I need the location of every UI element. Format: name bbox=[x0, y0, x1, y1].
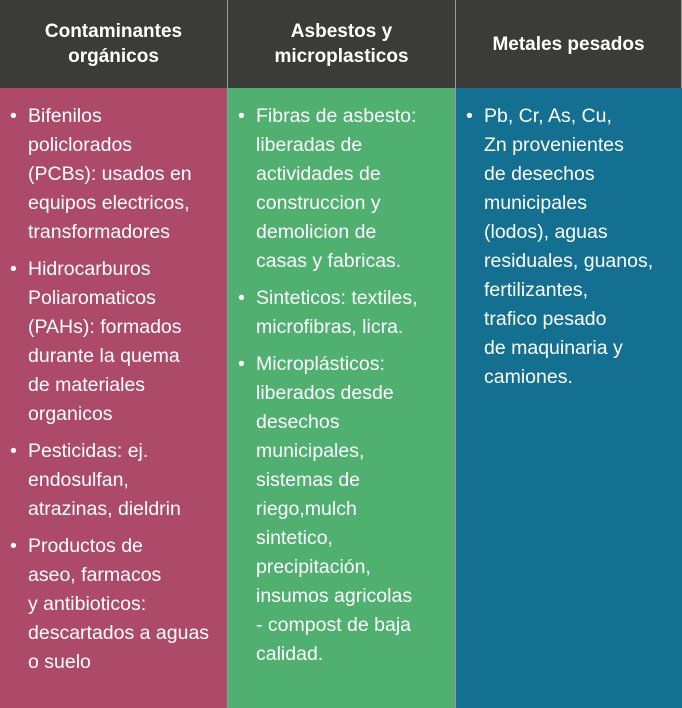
asbestos-microplastics-list bbox=[238, 102, 447, 669]
column-organic-contaminants bbox=[0, 88, 228, 708]
list-item: • Hidrocarburos Poliaromaticos (PAHs): formados durante la quema de materiales organicos bbox=[10, 255, 219, 429]
column-heavy-metals bbox=[456, 88, 682, 708]
header-organic-contaminants: Contaminantes orgánicos bbox=[0, 0, 228, 88]
list-item: • Pb, Cr, As, Cu, Zn provenientes de desechos municipales (lodos), aguas residuales, guanos, fertilizantes, trafico pesado de maquinaria y camiones. bbox=[466, 102, 674, 392]
list-item: • Bifenilos policlorados (PCBs): usados en equipos electricos, transformadores bbox=[10, 102, 219, 247]
organic-contaminants-list bbox=[10, 102, 219, 677]
list-item: • Pesticidas: ej. endosulfan, atrazinas, dieldrin bbox=[10, 437, 219, 524]
heavy-metals-list bbox=[466, 102, 674, 392]
list-item: • Microplásticos: liberados desde desechos municipales, sistemas de riego,mulch sintetico, precipitación, insumos agricolas - compost de baja calidad. bbox=[238, 350, 447, 669]
list-item: • Sinteticos: textiles, microfibras, licra. bbox=[238, 284, 447, 342]
header-heavy-metals: Metales pesados bbox=[456, 0, 682, 88]
header-asbestos-microplastics: Asbestos y microplasticos bbox=[228, 0, 456, 88]
list-item: • Productos de aseo, farmacos y antibioticos: descartados a aguas o suelo bbox=[10, 532, 219, 677]
column-asbestos-microplastics bbox=[228, 88, 456, 708]
list-item: • Fibras de asbesto: liberadas de actividades de construccion y demolicion de casas y fabricas. bbox=[238, 102, 447, 276]
